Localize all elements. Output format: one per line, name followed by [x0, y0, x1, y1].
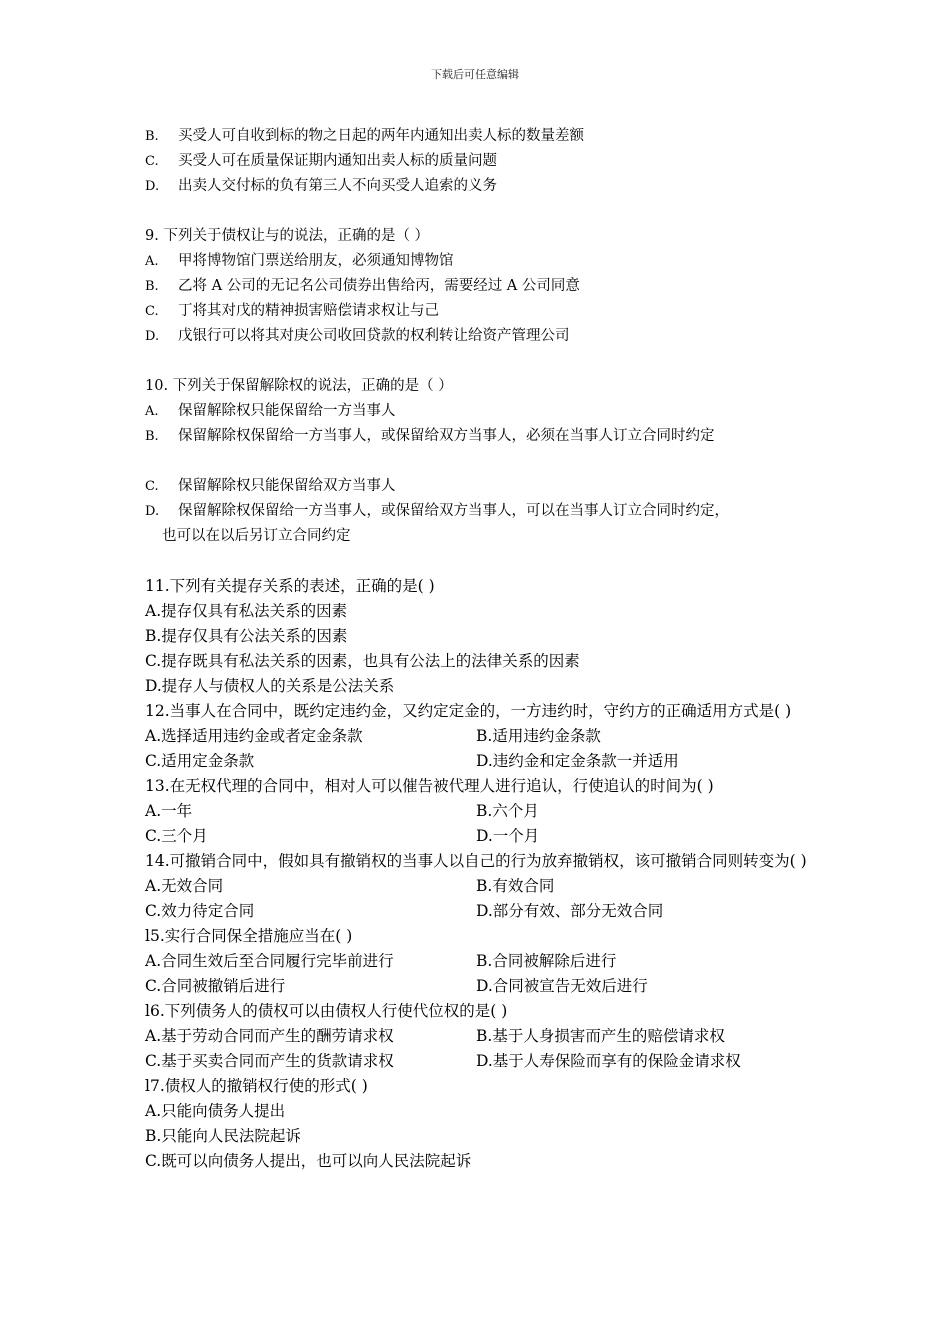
option-letter: D. [145, 504, 160, 519]
option-letter: C. [145, 304, 159, 319]
q15-option-b: B.合同被解除后进行 [476, 952, 617, 970]
q16-option-d: D.基于人寿保险而享有的保险金请求权 [476, 1052, 741, 1070]
q15-option-d: D.合同被宣告无效后进行 [476, 977, 648, 995]
q11-option-d: D.提存人与债权人的关系是公法关系 [145, 677, 395, 695]
option-text: 买受人可在质量保证期内通知出卖人标的质量问题 [178, 153, 497, 169]
option-text: 保留解除权保留给一方当事人，或保留给双方当事人，必须在当事人订立合同时约定 [178, 428, 715, 444]
option-text: 戊银行可以将其对庚公司收回贷款的权利转让给资产管理公司 [178, 328, 570, 344]
q17-option-a: A.只能向债务人提出 [145, 1102, 286, 1120]
q12-option-d: D.违约金和定金条款一并适用 [476, 752, 679, 770]
q16-stem: l6.下列债务人的债权可以由债权人行使代位权的是( ) [145, 1002, 508, 1020]
spacer [145, 199, 815, 224]
q12-option-b: B.适用违约金条款 [476, 727, 601, 745]
q8-option-b [145, 124, 815, 149]
spacer [145, 349, 815, 374]
q15-options-row-2 [145, 974, 815, 999]
q11-option-c: C.提存既具有私法关系的因素，也具有公法上的法律关系的因素 [145, 652, 580, 670]
option-letter: A. [145, 254, 159, 269]
q12-stem: 12.当事人在合同中，既约定违约金，又约定定金的，一方违约时，守约方的正确适用方式是( ) [145, 702, 792, 720]
option-text: 丁将其对戊的精神损害赔偿请求权让与己 [178, 303, 439, 319]
q15-option-a: A.合同生效后至合同履行完毕前进行 [145, 952, 394, 970]
q17-stem: l7.债权人的撤销权行使的形式( ) [145, 1077, 368, 1095]
option-text: 买受人可自收到标的物之日起的两年内通知出卖人标的数量差额 [178, 128, 584, 144]
q9-option-c [145, 299, 815, 324]
q13-option-c: C.三个月 [145, 827, 208, 845]
q10-option-d-continued: 也可以在以后另订立合同约定 [162, 528, 351, 544]
option-letter: B. [145, 279, 159, 294]
q14-options-row-1 [145, 874, 815, 899]
q13-option-d: D.一个月 [476, 827, 540, 845]
option-text: 甲将博物馆门票送给朋友，必须通知博物馆 [178, 253, 454, 269]
q10-option-d [145, 499, 815, 524]
q13-options-row-2 [145, 824, 815, 849]
option-text: 保留解除权保留给一方当事人，或保留给双方当事人，可以在当事人订立合同时约定， [178, 503, 729, 519]
q14-option-d: D.部分有效、部分无效合同 [476, 902, 664, 920]
q9-stem: 9. 下列关于债权让与的说法，正确的是（ ） [145, 228, 430, 244]
page-header: 下载后可任意编辑 [431, 68, 519, 81]
q9-option-b [145, 274, 815, 299]
q15-options-row-1 [145, 949, 815, 974]
q13-option-b: B.六个月 [476, 802, 539, 820]
spacer [145, 449, 815, 474]
q16-options-row-2 [145, 1049, 815, 1074]
q14-option-b: B.有效合同 [476, 877, 555, 895]
spacer [145, 549, 815, 574]
q16-option-b: B.基于人身损害而产生的赔偿请求权 [476, 1027, 725, 1045]
option-letter: C. [145, 479, 159, 494]
q12-options-row-2 [145, 749, 815, 774]
q11-stem: 11.下列有关提存关系的表述，正确的是( ) [145, 577, 435, 595]
q17-option-c: C.既可以向债务人提出，也可以向人民法院起诉 [145, 1152, 472, 1170]
document-body [145, 124, 815, 1174]
q10-option-c [145, 474, 815, 499]
q10-option-a [145, 399, 815, 424]
q8-option-d [145, 174, 815, 199]
q13-options-row-1 [145, 799, 815, 824]
option-letter: D. [145, 329, 160, 344]
q14-option-c: C.效力待定合同 [145, 902, 255, 920]
q16-option-a: A.基于劳动合同而产生的酬劳请求权 [145, 1027, 394, 1045]
q11-option-b: B.提存仅具有公法关系的因素 [145, 627, 348, 645]
option-text: 出卖人交付标的负有第三人不向买受人追索的义务 [178, 178, 497, 194]
q12-option-c: C.适用定金条款 [145, 752, 255, 770]
q10-option-b [145, 424, 815, 449]
q13-stem: 13.在无权代理的合同中，相对人可以催告被代理人进行追认，行使追认的时间为( ) [145, 777, 714, 795]
option-letter: C. [145, 154, 159, 169]
option-text: 乙将 A 公司的无记名公司债券出售给丙，需要经过 A 公司同意 [178, 278, 580, 294]
q15-option-c: C.合同被撤销后进行 [145, 977, 286, 995]
option-letter: A. [145, 404, 159, 419]
q17-option-b: B.只能向人民法院起诉 [145, 1127, 301, 1145]
q8-option-c [145, 149, 815, 174]
q11-option-a: A.提存仅具有私法关系的因素 [145, 602, 348, 620]
option-letter: B. [145, 429, 159, 444]
q16-options-row-1 [145, 1024, 815, 1049]
q16-option-c: C.基于买卖合同而产生的货款请求权 [145, 1052, 394, 1070]
q14-stem: 14.可撤销合同中，假如具有撤销权的当事人以自己的行为放弃撤销权，该可撤销合同则转变为( ) [145, 852, 807, 870]
option-letter: D. [145, 179, 160, 194]
option-text: 保留解除权只能保留给双方当事人 [178, 478, 396, 494]
option-letter: B. [145, 129, 159, 144]
q12-options-row-1 [145, 724, 815, 749]
q9-option-a [145, 249, 815, 274]
q13-option-a: A.一年 [145, 802, 193, 820]
q12-option-a: A.选择适用违约金或者定金条款 [145, 727, 363, 745]
q14-options-row-2 [145, 899, 815, 924]
q10-stem: 10. 下列关于保留解除权的说法，正确的是（ ） [145, 378, 453, 394]
q9-option-d [145, 324, 815, 349]
q14-option-a: A.无效合同 [145, 877, 224, 895]
option-text: 保留解除权只能保留给一方当事人 [178, 403, 396, 419]
q15-stem: l5.实行合同保全措施应当在( ) [145, 927, 353, 945]
